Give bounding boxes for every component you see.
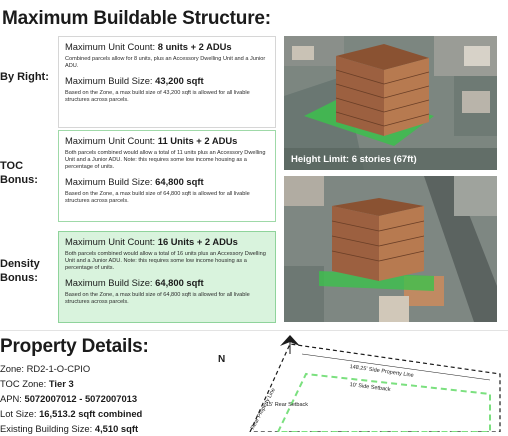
build-size-value: 64,800 sqft	[155, 277, 204, 288]
rear-property-line-label: Rear Property Line	[250, 387, 277, 431]
unit-count-label: Maximum Unit Count:	[65, 135, 156, 146]
unit-count-value: 8 units + 2 ADUs	[157, 41, 232, 52]
build-size-line	[65, 75, 269, 87]
row-label-line: By Right:	[0, 71, 49, 83]
row-label-line: TOC	[0, 160, 24, 172]
unit-count-value: 11 Units + 2 ADUs	[157, 135, 238, 146]
aerial-rendering-bottom	[284, 176, 497, 322]
unit-count-description: Both parcels combined would allow a total of 11 units plus an Accessory Dwelling Unit and a Junior ADU. Note: this requires some low income housing as a percentage of units.	[65, 150, 266, 170]
north-label: N	[218, 354, 226, 365]
unit-count-label: Maximum Unit Count:	[65, 41, 156, 52]
page-title: Maximum Buildable Structure:	[2, 8, 271, 29]
build-size-description: Based on the Zone, a max build size of 43,200 sqft is allowed for all livable structures across parcels.	[65, 90, 250, 103]
side-property-line-label: 148.25' Side Property Line	[349, 364, 415, 379]
unit-count-description: Both parcels combined would allow a total of 16 units plus an Accessory Dwelling Unit and a Junior ADU. Note: this requires some low income housing as a percentage of units.	[65, 251, 266, 271]
detail-value: 5072007012 - 5072007013	[24, 393, 138, 404]
detail-value: 16,513.2 sqft combined	[39, 408, 143, 419]
row-label-by-right	[0, 70, 49, 84]
density-bonus-card	[58, 231, 276, 323]
section-divider	[0, 330, 508, 331]
side-setback-label: 10' Side Setback	[349, 382, 391, 393]
by-right-card	[58, 36, 276, 128]
height-limit-caption: Height Limit: 6 stories (67ft)	[291, 154, 417, 165]
build-size-line	[65, 176, 269, 188]
build-size-label: Maximum Build Size:	[65, 75, 153, 86]
unit-count-description: Combined parcels allow for 8 units, plus an Accessory Dwelling Unit and a Junior ADU.	[65, 56, 266, 69]
rear-setback-label: 15' Rear Setback	[266, 402, 309, 408]
row-label-toc	[0, 159, 38, 187]
toc-bonus-card	[58, 130, 276, 222]
site-plan	[210, 334, 508, 432]
unit-count-value: 16 Units + 2 ADUs	[157, 236, 238, 247]
unit-count-line	[65, 135, 269, 147]
detail-existing-building-size	[0, 421, 142, 436]
row-label-line: Bonus:	[0, 272, 38, 284]
build-size-description: Based on the Zone, a max build size of 64,800 sqft is allowed for all livable structures across parcels.	[65, 292, 250, 305]
build-size-label: Maximum Build Size:	[65, 277, 153, 288]
rendering-image-bottom	[284, 176, 497, 322]
build-size-value: 43,200 sqft	[155, 75, 204, 86]
row-label-line: Bonus:	[0, 174, 38, 186]
rendering-image-top	[284, 36, 497, 170]
detail-label: Zone:	[0, 363, 24, 374]
detail-zone	[0, 361, 142, 376]
detail-label: Lot Size:	[0, 408, 37, 419]
detail-label: TOC Zone:	[0, 378, 47, 389]
property-details-title: Property Details:	[0, 336, 149, 357]
aerial-rendering-top	[284, 36, 497, 170]
build-size-value: 64,800 sqft	[155, 176, 204, 187]
unit-count-line	[65, 41, 269, 53]
detail-toc-zone	[0, 376, 142, 391]
unit-count-label: Maximum Unit Count:	[65, 236, 156, 247]
detail-value: Tier 3	[48, 378, 74, 389]
unit-count-line	[65, 236, 269, 248]
detail-lot-size	[0, 406, 142, 421]
build-size-description: Based on the Zone, a max build size of 64,800 sqft is allowed for all livable structures across parcels.	[65, 191, 250, 204]
build-size-line	[65, 277, 269, 289]
detail-value: RD2-1-O-CPIO	[26, 363, 91, 374]
row-label-density	[0, 257, 40, 285]
build-size-label: Maximum Build Size:	[65, 176, 153, 187]
row-label-line: Density	[0, 258, 40, 270]
details-list	[0, 361, 142, 436]
detail-apn	[0, 391, 142, 406]
detail-label: APN:	[0, 393, 22, 404]
detail-label: Existing Building Size:	[0, 423, 93, 434]
detail-value: 4,510 sqft	[94, 423, 139, 434]
